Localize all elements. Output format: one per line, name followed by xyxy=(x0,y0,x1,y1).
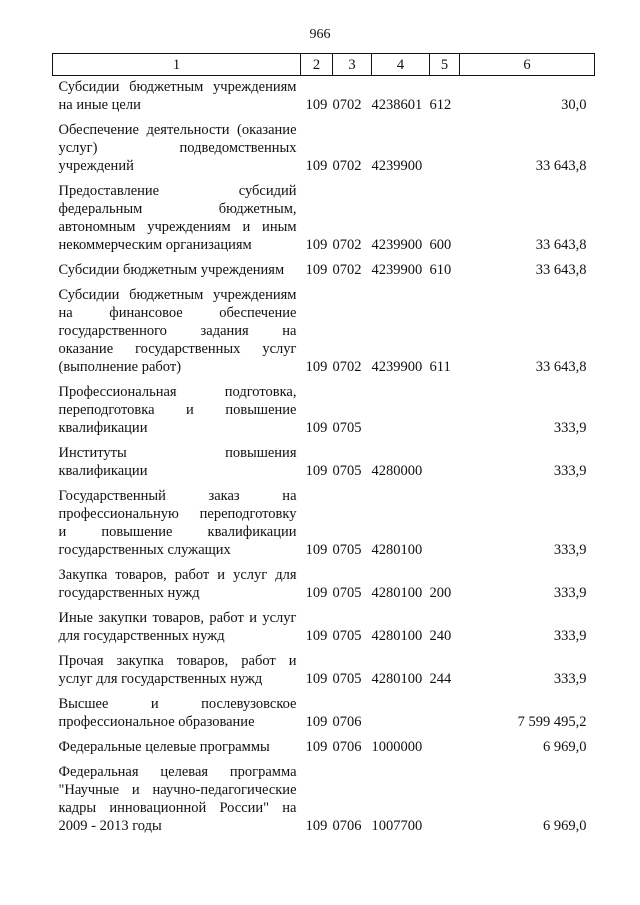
row-name-line: переподготовка и повышение xyxy=(58,402,297,418)
table-row xyxy=(53,731,595,756)
table-row xyxy=(53,114,595,175)
row-target-article-code: 4239900 xyxy=(371,158,423,174)
row-target-article-code: 4280100 xyxy=(371,542,423,558)
row-target-article-code xyxy=(372,376,430,437)
row-name xyxy=(53,437,301,480)
row-name xyxy=(53,114,301,175)
row-section-code: 0705 xyxy=(332,463,362,479)
row-expense-type-code xyxy=(430,376,460,437)
header-col-2: 2 xyxy=(301,54,333,76)
row-target-article-code: 4239900 xyxy=(371,237,423,253)
row-name-line: 2009 - 2013 годы xyxy=(58,818,162,834)
row-name-line: некоммерческим организациям xyxy=(58,237,252,253)
row-name-line: государственных служащих xyxy=(58,542,231,558)
row-target-article-code: 4239900 xyxy=(371,262,423,278)
row-name xyxy=(53,756,301,835)
row-name xyxy=(53,376,301,437)
row-ministry-code: 109 xyxy=(305,714,328,730)
row-expense-type-code: 200 xyxy=(429,585,452,601)
row-name-line: Обеспечение деятельности (оказание xyxy=(58,122,297,138)
row-amount: 333,9 xyxy=(553,542,587,558)
row-name xyxy=(53,559,301,602)
row-ministry-code: 109 xyxy=(305,628,328,644)
row-section-code: 0705 xyxy=(332,628,362,644)
row-target-article-code: 1007700 xyxy=(371,818,423,834)
row-expense-type-code: 600 xyxy=(429,237,452,253)
table-row xyxy=(53,437,595,480)
row-name xyxy=(53,602,301,645)
table-row xyxy=(53,279,595,376)
table-row xyxy=(53,756,595,835)
row-ministry-code: 109 xyxy=(305,463,328,479)
row-name xyxy=(53,731,301,756)
row-ministry-code: 109 xyxy=(305,158,328,174)
row-ministry-code: 109 xyxy=(305,97,328,113)
row-amount: 333,9 xyxy=(553,420,587,436)
row-amount: 33 643,8 xyxy=(535,359,587,375)
row-name-line: и повышение квалификации xyxy=(58,524,297,540)
row-name xyxy=(53,175,301,254)
row-expense-type-code xyxy=(430,480,460,559)
row-section-code: 0702 xyxy=(332,158,362,174)
row-expense-type-code xyxy=(430,114,460,175)
row-expense-type-code: 612 xyxy=(429,97,452,113)
header-col-3: 3 xyxy=(333,54,372,76)
row-amount: 6 969,0 xyxy=(543,739,587,755)
row-name-line: государственных нужд xyxy=(58,585,200,601)
page-number: 966 xyxy=(309,27,331,42)
row-ministry-code: 109 xyxy=(305,585,328,601)
row-name-line: квалификации xyxy=(58,463,148,479)
row-section-code: 0702 xyxy=(332,262,362,278)
row-name-line: Федеральные целевые программы xyxy=(58,739,270,755)
row-section-code: 0702 xyxy=(332,237,362,253)
row-name-line: кадры инновационной России" на xyxy=(58,800,297,816)
table-row xyxy=(53,688,595,731)
row-name-line: Закупка товаров, работ и услуг для xyxy=(58,567,297,583)
row-name-line: услуг для государственных нужд xyxy=(58,671,263,687)
table-row xyxy=(53,175,595,254)
row-name-line: на финансовое обеспечение xyxy=(58,305,297,321)
row-name-line: Предоставление субсидий xyxy=(58,183,297,199)
row-section-code: 0706 xyxy=(332,714,362,730)
row-ministry-code: 109 xyxy=(305,739,328,755)
table-header-row xyxy=(53,54,595,76)
table-body xyxy=(53,76,595,836)
row-section-code: 0705 xyxy=(332,542,362,558)
row-section-code: 0705 xyxy=(332,585,362,601)
row-name-line: оказание государственных услуг xyxy=(58,341,297,357)
row-expense-type-code xyxy=(430,688,460,731)
row-name-line: "Научные и научно-педагогические xyxy=(58,782,297,798)
row-name-line: Субсидии бюджетным учреждениям xyxy=(58,287,297,303)
row-target-article-code: 4280100 xyxy=(371,585,423,601)
row-name xyxy=(53,645,301,688)
row-section-code: 0702 xyxy=(332,359,362,375)
header-col-5: 5 xyxy=(430,54,460,76)
row-name xyxy=(53,279,301,376)
table-row xyxy=(53,645,595,688)
row-name-line: профессиональное образование xyxy=(58,714,255,730)
row-ministry-code: 109 xyxy=(305,671,328,687)
row-amount: 7 599 495,2 xyxy=(517,714,587,730)
row-name-line: квалификации xyxy=(58,420,148,436)
row-name-line: Иные закупки товаров, работ и услуг xyxy=(58,610,297,626)
row-name-line: Профессиональная подготовка, xyxy=(58,384,297,400)
row-name xyxy=(53,480,301,559)
row-name-line: автономным учреждениям и иным xyxy=(58,219,297,235)
row-name xyxy=(53,688,301,731)
table-row xyxy=(53,559,595,602)
row-name-line: на иные цели xyxy=(58,97,141,113)
row-section-code: 0702 xyxy=(332,97,362,113)
row-target-article-code: 4238601 xyxy=(371,97,423,113)
row-expense-type-code: 244 xyxy=(429,671,452,687)
row-section-code: 0706 xyxy=(332,818,362,834)
row-ministry-code: 109 xyxy=(305,359,328,375)
row-target-article-code: 1000000 xyxy=(371,739,423,755)
row-name xyxy=(53,76,301,115)
row-name-line: Прочая закупка товаров, работ и xyxy=(58,653,297,669)
row-name-line: учреждений xyxy=(58,158,134,174)
budget-table xyxy=(52,53,595,835)
row-amount: 333,9 xyxy=(553,585,587,601)
table-row xyxy=(53,76,595,115)
row-expense-type-code xyxy=(430,756,460,835)
table-row xyxy=(53,602,595,645)
row-name-line: (выполнение работ) xyxy=(58,359,182,375)
row-name-line: Государственный заказ на xyxy=(58,488,297,504)
row-name-line: Высшее и послевузовское xyxy=(58,696,297,712)
row-name-line: Субсидии бюджетным учреждениям xyxy=(58,79,297,95)
row-target-article-code xyxy=(372,688,430,731)
row-name-line: профессиональную переподготовку xyxy=(58,506,297,522)
row-amount: 33 643,8 xyxy=(535,237,587,253)
header-col-6: 6 xyxy=(460,54,595,76)
row-ministry-code: 109 xyxy=(305,542,328,558)
row-target-article-code: 4280100 xyxy=(371,628,423,644)
row-name-line: Федеральная целевая программа xyxy=(58,764,297,780)
row-target-article-code: 4280100 xyxy=(371,671,423,687)
row-expense-type-code xyxy=(430,437,460,480)
row-ministry-code: 109 xyxy=(305,420,328,436)
row-expense-type-code: 611 xyxy=(429,359,451,375)
row-target-article-code: 4239900 xyxy=(371,359,423,375)
header-col-1: 1 xyxy=(53,54,301,76)
row-section-code: 0705 xyxy=(332,671,362,687)
row-section-code: 0706 xyxy=(332,739,362,755)
row-ministry-code: 109 xyxy=(305,262,328,278)
row-ministry-code: 109 xyxy=(305,818,328,834)
row-amount: 33 643,8 xyxy=(535,262,587,278)
table-row xyxy=(53,376,595,437)
row-amount: 333,9 xyxy=(553,671,587,687)
row-amount: 333,9 xyxy=(553,463,587,479)
row-ministry-code: 109 xyxy=(305,237,328,253)
row-amount: 6 969,0 xyxy=(543,818,587,834)
row-name-line: федеральным бюджетным, xyxy=(58,201,297,217)
row-name-line: для государственных нужд xyxy=(58,628,225,644)
row-amount: 333,9 xyxy=(553,628,587,644)
row-name-line: услуг) подведомственных xyxy=(58,140,297,156)
table-row xyxy=(53,480,595,559)
row-expense-type-code xyxy=(430,731,460,756)
row-amount: 33 643,8 xyxy=(535,158,587,174)
row-name xyxy=(53,254,301,279)
table-row xyxy=(53,254,595,279)
header-col-4: 4 xyxy=(372,54,430,76)
row-name-line: Институты повышения xyxy=(58,445,297,461)
row-expense-type-code: 240 xyxy=(429,628,452,644)
row-amount: 30,0 xyxy=(561,97,587,113)
row-name-line: Субсидии бюджетным учреждениям xyxy=(58,262,285,278)
row-name-line: государственного задания на xyxy=(58,323,297,339)
row-section-code: 0705 xyxy=(332,420,362,436)
row-expense-type-code: 610 xyxy=(429,262,452,278)
row-target-article-code: 4280000 xyxy=(371,463,423,479)
